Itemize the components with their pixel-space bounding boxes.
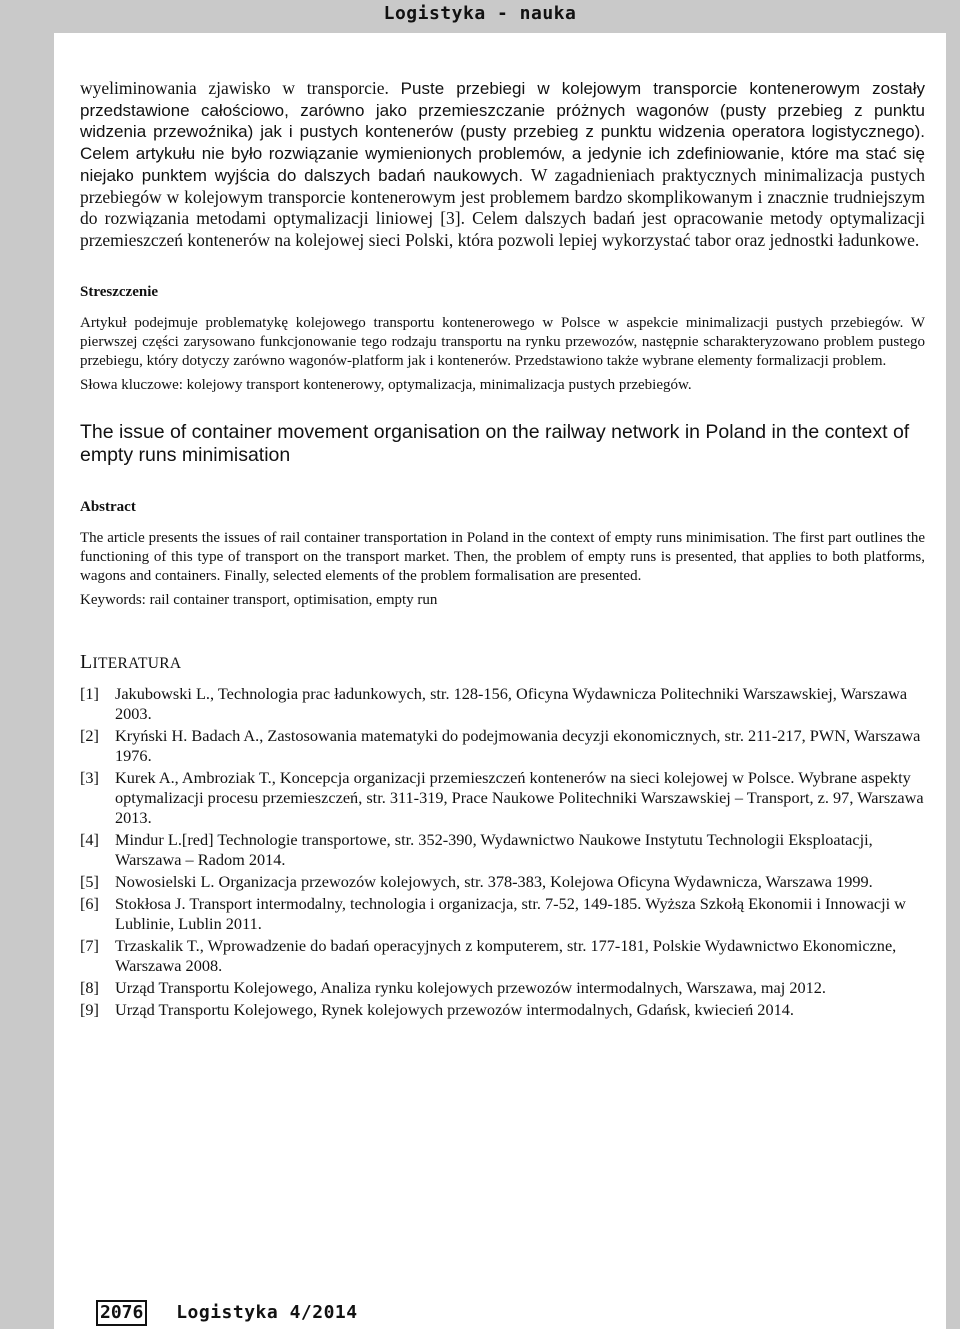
page-number: 2076 [96, 1300, 147, 1326]
running-header-title: Logistyka - nauka [383, 3, 577, 24]
reference-number: [7] [80, 935, 99, 955]
reference-number: [1] [80, 683, 99, 703]
article-content [80, 78, 925, 1022]
reference-number: [5] [80, 871, 99, 891]
reference-text: Trzaskalik T., Wprowadzenie do badań operacyjnych z komputerem, str. 177-181, Polskie Wydawnictwo Ekonomiczne, Warszawa 2008. [115, 935, 897, 975]
reference-text: Kryński H. Badach A., Zastosowania matematyki do podejmowania decyzji ekonomicznych, str. 211-217, PWN, Warszawa 1976. [115, 725, 921, 765]
reference-text: Kurek A., Ambroziak T., Koncepcja organizacji przemieszczeń kontenerów na sieci kolejowej w Polsce. Wybrane aspekty optymalizacji procesu przemieszczeń, str. 311-319, Prace Naukowe Politechniki Warszawskiej – Transport, z. 97, Warszawa 2013. [115, 767, 924, 827]
literatura-heading-initial: L [80, 650, 93, 673]
reference-item [80, 894, 925, 934]
reference-text: Urząd Transportu Kolejowego, Rynek kolejowych przewozów intermodalnych, Gdańsk, kwiecień 2014. [115, 999, 794, 1019]
reference-item [80, 726, 925, 766]
intro-text-part2: Puste przebiegi w kolejowym transporcie kontenerowym zostały przedstawione całościowo, zarówno jako przemieszczanie próżnych wagonów (pusty przebieg z punktu widzenia przewoźnika) jak i pustych kontenerów (pusty przebieg z punktu widzenia operatora logistycznego). Celem artykułu nie było rozwiązanie wymienionych problemów, a jedynie ich zdefiniowanie, które ma stać się niejako punktem wyjścia do dalszych badań naukowych. [80, 79, 925, 185]
english-title: The issue of container movement organisation on the railway network in Poland in the context of empty runs minimisation [80, 420, 910, 466]
reference-item [80, 830, 925, 870]
reference-item [80, 872, 925, 892]
reference-text: Urząd Transportu Kolejowego, Analiza rynku kolejowych przewozów intermodalnych, Warszawa, maj 2012. [115, 977, 826, 997]
page-frame-right [946, 33, 960, 1329]
journal-issue: Logistyka 4/2014 [176, 1302, 358, 1323]
reference-list [80, 684, 925, 1020]
reference-number: [3] [80, 767, 99, 787]
reference-text: Jakubowski L., Technologia prac ładunkowych, str. 128-156, Oficyna Wydawnicza Politechniki Warszawskiej, Warszawa 2003. [115, 683, 908, 723]
english-keywords: Keywords: rail container transport, optimisation, empty run [80, 591, 438, 608]
reference-item [80, 936, 925, 976]
reference-item [80, 768, 925, 828]
streszczenie-heading: Streszczenie [80, 283, 159, 300]
slowa-kluczowe: Słowa kluczowe: kolejowy transport kontenerowy, optymalizacja, minimalizacja pustych przebiegów. [80, 376, 692, 393]
reference-number: [2] [80, 725, 99, 745]
abstract-heading: Abstract [80, 498, 136, 515]
page-footer [96, 1300, 358, 1326]
reference-item [80, 978, 925, 998]
reference-number: [9] [80, 999, 99, 1019]
reference-number: [8] [80, 977, 99, 997]
literatura-heading [80, 651, 925, 674]
reference-item [80, 684, 925, 724]
intro-text-part1: wyeliminowania zjawisko w transporcie. [80, 78, 401, 98]
intro-paragraph [80, 78, 925, 252]
reference-text: Nowosielski L. Organizacja przewozów kolejowych, str. 378-383, Kolejowa Oficyna Wydawnicza, Warszawa 1999. [115, 871, 873, 891]
reference-text: Stokłosa J. Transport intermodalny, technologia i organizacja, str. 7-52, 149-185. Wyższa Szkołą Ekonomii i Innowacji w Lublinie, Lublin 2011. [115, 893, 906, 933]
reference-number: [6] [80, 893, 99, 913]
header-bar [0, 0, 960, 33]
abstract-text: The article presents the issues of rail container transportation in Poland in the context of empty runs minimisation. The first part outlines the functioning of this type of transport on the transport market. Then, the problem of empty runs is presented, that applies to both platforms, wagons and containers. Finally, selected elements of the problem formalisation are presented. [80, 529, 925, 584]
intro-text-part3: W zagadnieniach praktycznych minimalizacja pustych przebiegów w kolejowym transporcie kontenerowym jest problemem bardzo skomplikowanym i znacznie trudniejszym do rozwiązania metodami optymalizacji liniowej [3]. Celem dalszych badań jest opracowanie metody optymalizacji przemieszczeń kontenerów na kolejowej sieci Polski, która pozwoli lepiej wykorzystać tabor oraz jednostki ładunkowe. [80, 164, 925, 250]
reference-number: [4] [80, 829, 99, 849]
reference-item [80, 1000, 925, 1020]
literatura-heading-rest: ITERATURA [92, 654, 182, 672]
page-frame-left [0, 33, 54, 1329]
reference-text: Mindur L.[red] Technologie transportowe, str. 352-390, Wydawnictwo Naukowe Instytutu Technologii Eksploatacji, Warszawa – Radom 2014. [115, 829, 873, 869]
streszczenie-text: Artykuł podejmuje problematykę kolejowego transportu kontenerowego w Polsce w aspekcie minimalizacji pustych przebiegów. W pierwszej części zarysowano funkcjonowanie tego rodzaju transportu na rynku przewozów, następnie scharakteryzowano problem pustego przebiegu, który dotyczy zarówno wagonów-platform jak i kontenerów. Przedstawiono także wybrane elementy formalizacji problem. [80, 314, 925, 369]
